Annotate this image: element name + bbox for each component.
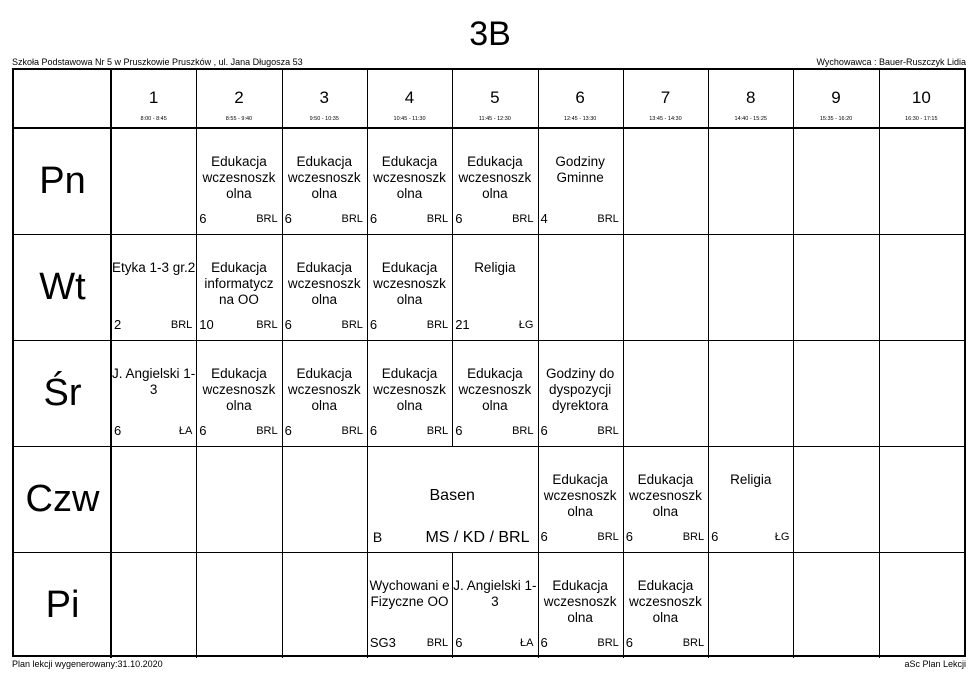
day-label-text: Pi bbox=[45, 584, 80, 626]
lesson-cell[interactable] bbox=[538, 446, 623, 552]
column-divider bbox=[196, 446, 197, 552]
column-divider bbox=[708, 552, 709, 658]
day-label bbox=[14, 446, 111, 552]
column-divider bbox=[879, 446, 880, 552]
lesson-teacher: BRL bbox=[256, 213, 278, 225]
column-divider bbox=[793, 446, 794, 552]
lesson-cell[interactable] bbox=[538, 128, 623, 234]
lesson-cell[interactable] bbox=[111, 234, 196, 340]
lesson-subject: Edukacja wczesnoszk olna bbox=[543, 472, 617, 519]
generated-date: Plan lekcji wygenerowany:31.10.2020 bbox=[12, 659, 163, 669]
period-time: 9:50 - 10:35 bbox=[309, 116, 339, 122]
lesson-teacher: ŁA bbox=[178, 425, 193, 437]
lesson-teacher: BRL bbox=[426, 213, 449, 225]
period-time: 14:40 - 15:25 bbox=[734, 116, 767, 122]
lesson-cell[interactable] bbox=[708, 446, 793, 552]
lesson-cell[interactable] bbox=[367, 446, 538, 552]
period-header bbox=[879, 70, 964, 128]
lesson-teacher: BRL bbox=[341, 213, 363, 225]
column-divider bbox=[623, 70, 624, 128]
lesson-room: 6 bbox=[625, 529, 634, 544]
lesson-teacher: BRL bbox=[341, 425, 363, 437]
column-divider bbox=[367, 70, 368, 128]
period-number: 9 bbox=[831, 88, 841, 107]
lesson-room: 6 bbox=[114, 423, 122, 438]
column-divider bbox=[879, 70, 880, 128]
lesson-room: 6 bbox=[455, 635, 463, 650]
period-header bbox=[538, 70, 623, 128]
lesson-teacher: BRL bbox=[597, 213, 619, 225]
lesson-teacher: BRL bbox=[426, 637, 449, 649]
lesson-subject: Edukacja wczesnoszk olna bbox=[287, 154, 361, 201]
lesson-subject: J. Angielski 1-3 bbox=[112, 366, 196, 397]
period-header bbox=[111, 70, 196, 128]
lesson-cell[interactable] bbox=[367, 340, 452, 446]
period-header bbox=[282, 70, 367, 128]
lesson-subject: Edukacja informatycz na OO bbox=[204, 260, 274, 307]
lesson-subject: Edukacja wczesnoszk olna bbox=[373, 154, 446, 201]
lesson-room: 6 bbox=[540, 423, 548, 438]
lesson-room: 6 bbox=[284, 423, 292, 438]
lesson-subject: Wychowani e Fizyczne OO bbox=[369, 578, 450, 609]
lesson-room: 6 bbox=[199, 211, 207, 226]
lesson-teacher: ŁG bbox=[774, 531, 790, 543]
period-header bbox=[452, 70, 537, 128]
lesson-teacher: BRL bbox=[597, 425, 619, 437]
lesson-cell[interactable] bbox=[196, 340, 281, 446]
lesson-teacher: BRL bbox=[682, 531, 705, 543]
lesson-subject: Religia bbox=[474, 260, 516, 275]
lesson-subject: J. Angielski 1-3 bbox=[453, 578, 537, 609]
column-divider bbox=[708, 70, 709, 128]
lesson-room: 6 bbox=[711, 529, 719, 544]
timetable-grid bbox=[12, 68, 966, 657]
period-number: 8 bbox=[746, 88, 756, 107]
lesson-subject: Edukacja wczesnoszk olna bbox=[629, 578, 702, 625]
lesson-teacher: BRL bbox=[426, 319, 449, 331]
lesson-room: 4 bbox=[540, 211, 548, 226]
lesson-subject: Edukacja wczesnoszk olna bbox=[458, 366, 532, 413]
lesson-subject: Edukacja wczesnoszk olna bbox=[287, 260, 361, 307]
column-divider bbox=[110, 70, 112, 128]
lesson-room: B bbox=[372, 529, 383, 545]
lesson-cell[interactable] bbox=[282, 234, 367, 340]
page-title: 3B bbox=[469, 15, 511, 53]
column-divider bbox=[196, 70, 197, 128]
lesson-teacher: BRL bbox=[170, 319, 193, 331]
lesson-cell[interactable] bbox=[367, 128, 452, 234]
lesson-cell[interactable] bbox=[538, 552, 623, 658]
column-divider bbox=[282, 446, 283, 552]
column-divider bbox=[793, 128, 794, 234]
period-time: 15:35 - 16:20 bbox=[819, 116, 853, 122]
lesson-teacher: BRL bbox=[341, 319, 363, 331]
lesson-room: 6 bbox=[625, 635, 634, 650]
column-divider bbox=[793, 70, 794, 128]
column-divider bbox=[879, 340, 880, 446]
lesson-subject: Etyka 1-3 gr.2 bbox=[112, 260, 196, 275]
lesson-room: 10 bbox=[199, 317, 214, 332]
period-number: 4 bbox=[404, 88, 415, 107]
lesson-subject: Godziny do dyspozycji dyrektora bbox=[546, 366, 615, 413]
lesson-subject: Godziny Gminne bbox=[555, 154, 605, 185]
lesson-subject: Edukacja wczesnoszk olna bbox=[458, 154, 532, 201]
lesson-room: 21 bbox=[455, 317, 470, 332]
lesson-cell[interactable] bbox=[196, 128, 281, 234]
period-header bbox=[623, 70, 708, 128]
lesson-subject: Edukacja wczesnoszk olna bbox=[202, 366, 276, 413]
period-number: 7 bbox=[660, 88, 671, 107]
column-divider bbox=[538, 234, 539, 340]
lesson-subject: Edukacja wczesnoszk olna bbox=[373, 366, 446, 413]
period-header bbox=[196, 70, 281, 128]
period-time: 13:45 - 14:30 bbox=[649, 116, 682, 122]
day-label-text: Wt bbox=[39, 266, 86, 308]
school-name: Szkoła Podstawowa Nr 5 w Pruszkowie Pruszków , ul. Jana Długosza 53 bbox=[12, 57, 303, 67]
column-divider bbox=[110, 552, 112, 658]
column-divider bbox=[538, 70, 539, 128]
lesson-room: 6 bbox=[540, 635, 548, 650]
app-name: aSc Plan Lekcji bbox=[904, 659, 966, 669]
column-divider bbox=[879, 234, 880, 340]
period-time: 8:55 - 9:40 bbox=[225, 116, 253, 122]
column-divider bbox=[282, 70, 283, 128]
period-header bbox=[793, 70, 878, 128]
lesson-teacher: MS / KD / BRL bbox=[425, 529, 530, 546]
lesson-cell[interactable] bbox=[452, 234, 537, 340]
day-label bbox=[14, 340, 111, 446]
lesson-room: 6 bbox=[199, 423, 207, 438]
column-divider bbox=[708, 128, 709, 234]
column-divider bbox=[879, 128, 880, 234]
column-divider bbox=[879, 552, 880, 658]
column-divider bbox=[708, 340, 709, 446]
lesson-room: 6 bbox=[284, 317, 292, 332]
column-divider bbox=[196, 552, 197, 658]
period-number: 1 bbox=[148, 88, 159, 107]
column-divider bbox=[110, 446, 112, 552]
column-divider bbox=[623, 340, 624, 446]
lesson-room: 6 bbox=[284, 211, 292, 226]
lesson-subject: Basen bbox=[429, 487, 475, 504]
lesson-cell[interactable] bbox=[196, 234, 281, 340]
lesson-room: 6 bbox=[369, 211, 378, 226]
lesson-teacher: ŁG bbox=[518, 319, 534, 331]
lesson-subject: Religia bbox=[730, 472, 772, 487]
class-teacher: Wychowawca : Bauer-Ruszczyk Lidia bbox=[816, 57, 966, 67]
day-label-text: Śr bbox=[43, 372, 82, 414]
lesson-room: 6 bbox=[540, 529, 548, 544]
column-divider bbox=[623, 234, 624, 340]
lesson-cell[interactable] bbox=[452, 340, 537, 446]
lesson-teacher: BRL bbox=[512, 213, 534, 225]
lesson-room: 2 bbox=[114, 317, 122, 332]
lesson-teacher: BRL bbox=[256, 319, 278, 331]
day-label bbox=[14, 128, 111, 234]
lesson-cell[interactable] bbox=[282, 340, 367, 446]
lesson-cell[interactable] bbox=[452, 128, 537, 234]
lesson-teacher: BRL bbox=[512, 425, 534, 437]
period-number: 6 bbox=[575, 88, 585, 107]
period-time: 11:45 - 12:30 bbox=[478, 116, 511, 122]
column-divider bbox=[282, 552, 283, 658]
period-number: 10 bbox=[911, 88, 931, 107]
lesson-teacher: BRL bbox=[426, 425, 449, 437]
column-divider bbox=[623, 128, 624, 234]
lesson-cell[interactable] bbox=[623, 552, 708, 658]
lesson-cell[interactable] bbox=[367, 552, 452, 658]
day-label-text: Czw bbox=[25, 478, 100, 520]
column-divider bbox=[793, 552, 794, 658]
column-divider bbox=[793, 340, 794, 446]
lesson-cell[interactable] bbox=[452, 552, 537, 658]
period-time: 12:45 - 13:30 bbox=[563, 116, 597, 122]
lesson-room: 6 bbox=[455, 211, 463, 226]
lesson-subject: Edukacja wczesnoszk olna bbox=[629, 472, 702, 519]
lesson-subject: Edukacja wczesnoszk olna bbox=[202, 154, 276, 201]
day-label-text: Pn bbox=[39, 160, 86, 202]
period-number: 2 bbox=[234, 88, 244, 107]
lesson-teacher: BRL bbox=[256, 425, 278, 437]
period-header bbox=[367, 70, 452, 128]
lesson-teacher: BRL bbox=[597, 531, 619, 543]
day-label bbox=[14, 234, 111, 340]
lesson-cell[interactable] bbox=[111, 340, 196, 446]
lesson-subject: Edukacja wczesnoszk olna bbox=[373, 260, 446, 307]
lesson-room: 6 bbox=[369, 317, 378, 332]
lesson-teacher: BRL bbox=[682, 637, 705, 649]
day-label bbox=[14, 552, 111, 658]
lesson-room: SG3 bbox=[369, 635, 396, 650]
lesson-cell[interactable] bbox=[623, 446, 708, 552]
column-divider bbox=[708, 234, 709, 340]
period-time: 16:30 - 17:15 bbox=[905, 116, 938, 122]
lesson-room: 6 bbox=[369, 423, 378, 438]
period-number: 3 bbox=[319, 88, 329, 107]
lesson-subject: Edukacja wczesnoszk olna bbox=[543, 578, 617, 625]
lesson-teacher: BRL bbox=[597, 637, 619, 649]
column-divider bbox=[110, 128, 112, 234]
lesson-cell[interactable] bbox=[282, 128, 367, 234]
period-number: 5 bbox=[490, 88, 500, 107]
lesson-cell[interactable] bbox=[367, 234, 452, 340]
lesson-cell[interactable] bbox=[538, 340, 623, 446]
column-divider bbox=[452, 70, 453, 128]
lesson-room: 6 bbox=[455, 423, 463, 438]
lesson-teacher: ŁA bbox=[520, 637, 534, 649]
lesson-subject: Edukacja wczesnoszk olna bbox=[287, 366, 361, 413]
column-divider bbox=[793, 234, 794, 340]
period-time: 8:00 - 8:45 bbox=[140, 116, 167, 122]
period-header bbox=[708, 70, 793, 128]
period-time: 10:45 - 11:30 bbox=[393, 116, 426, 122]
